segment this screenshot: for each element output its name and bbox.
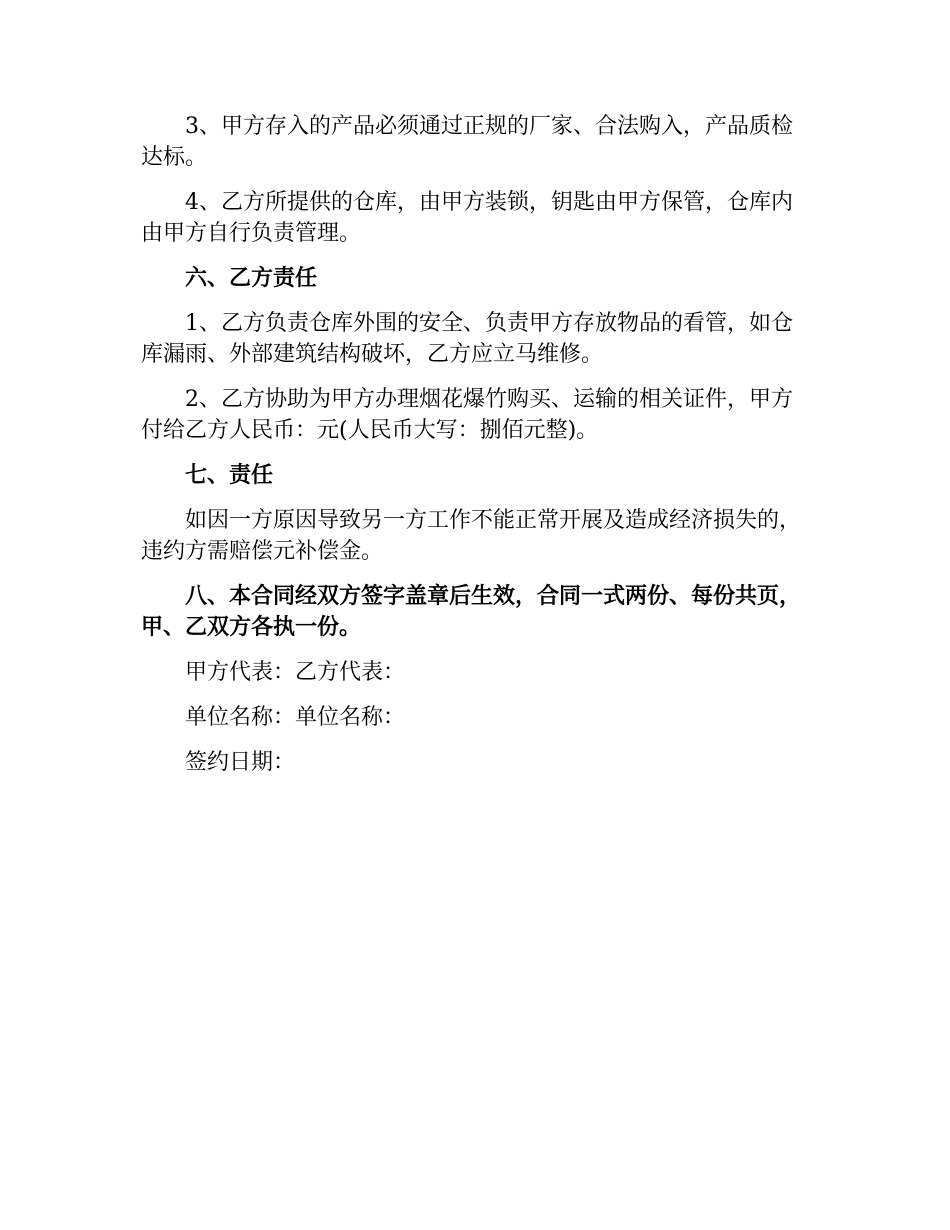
clause-3: 3、甲方存入的产品必须通过正规的厂家、合法购入，产品质检达标。	[141, 114, 793, 170]
clause-6-1: 1、乙方负责仓库外围的安全、负责甲方存放物品的看管，如仓库漏雨、外部建筑结构破坏，乙方应立马维修。	[141, 311, 793, 367]
signature-representatives: 甲方代表：乙方代表：	[185, 660, 406, 685]
document-body	[141, 111, 809, 792]
clause-7: 如因一方原因导致另一方工作不能正常开展及造成经济损失的，违约方需赔偿元补偿金。	[141, 508, 802, 564]
signature-date: 签约日期：	[185, 750, 296, 775]
section-heading-7: 七、责任	[185, 462, 274, 488]
section-heading-8: 八、本合同经双方签字盖章后生效，合同一式两份、每份共页，甲、乙双方各执一份。	[141, 583, 802, 640]
signature-units: 单位名称：单位名称：	[185, 705, 406, 730]
clause-4: 4、乙方所提供的仓库，由甲方装锁，钥匙由甲方保管，仓库内由甲方自行负责管理。	[141, 190, 793, 246]
clause-6-2: 2、乙方协助为甲方办理烟花爆竹购买、运输的相关证件，甲方付给乙方人民币：元(人民币大写：捌佰元整)。	[141, 387, 793, 443]
section-heading-6: 六、乙方责任	[185, 265, 318, 291]
